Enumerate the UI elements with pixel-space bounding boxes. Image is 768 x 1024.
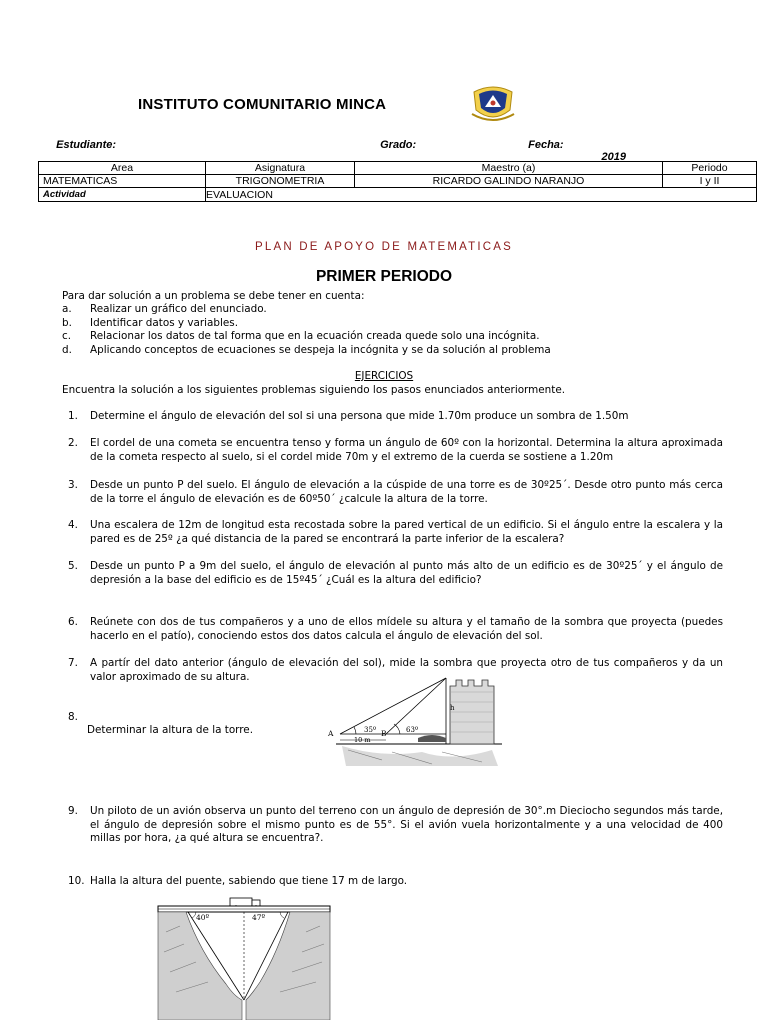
- exercise-item: [68, 410, 723, 424]
- exercise-text: Una escalera de 12m de longitud esta recostada sobre la pared vertical de un edificio. Si el ángulo entre la escalera y la pared es de 25º ¿a qué distancia de la pared se encontrará la parte inferior de la escalera?: [90, 519, 723, 545]
- date-label: Fecha:: [528, 139, 564, 151]
- exercise-number: 1.: [68, 410, 78, 422]
- exercise-text: Halla la altura del puente, sabiendo que tiene 17 m de largo.: [90, 875, 408, 887]
- angle-right-label: 47º: [252, 913, 266, 922]
- exercise-text: Determine el ángulo de elevación del sol si una persona que mide 1.70m produce un sombra de 1.50m: [90, 410, 629, 422]
- exercises-title: EJERCICIOS: [354, 370, 414, 382]
- step-item: [62, 317, 682, 331]
- step-text: Identificar datos y variables.: [90, 316, 238, 329]
- exercise-text: Reúnete con dos de tus compañeros y a uno de ellos mídele su altura y el tamaño de la sombra que proyecta (puedes hacerlo en el patío), conociendo estos dos datos calcula el ángulo de elevación del sol.: [90, 616, 723, 642]
- step-label: a.: [62, 303, 72, 315]
- angle-a-label: 35º: [364, 726, 377, 734]
- angle-left-label: 40º: [196, 913, 210, 922]
- period-title: PRIMER PERIODO: [315, 268, 453, 285]
- step-label: d.: [62, 343, 72, 356]
- activity-label-cell: [39, 188, 206, 202]
- step-text: Aplicando conceptos de ecuaciones se despeja la incógnita y se da solución al problema: [90, 343, 551, 356]
- bridge-figure: [156, 892, 332, 1020]
- exercise-text: Un piloto de un avión observa un punto del terreno con un ángulo de depresión de 30°.m Dieciocho segundos más tarde, el ángulo de depresión sobre el mismo punto es de 55°. Si el avión vuela horizontalmente y a una velocidad de 400 millas por hora, ¿a qué altura se encuentra?.: [90, 805, 723, 844]
- school-crest-logo: [470, 84, 516, 124]
- exercise-text: Desde un punto P a 9m del suelo, el ángulo de elevación al punto más alto de un edificio es de 30º25´ y el ángulo de depresión a la base del edificio es de 15º45´ ¿Cuál es la altura del edificio?: [90, 560, 723, 586]
- exercise-item: [68, 437, 723, 464]
- header-area: Area: [39, 162, 206, 175]
- exercise-number: 10.: [68, 875, 85, 887]
- student-blank: ____________________________________: [56, 151, 277, 163]
- info-table: [38, 161, 757, 202]
- cell-periodo: I y II: [663, 175, 757, 188]
- grade-label: Grado:: [380, 139, 417, 151]
- activity-row: [39, 188, 757, 202]
- cell-area: MATEMATICAS: [39, 175, 206, 188]
- exercise-number: 6.: [68, 616, 78, 628]
- exercise-number: 7.: [68, 657, 78, 669]
- steps-list: [62, 303, 682, 357]
- exercise-item: [68, 519, 723, 546]
- exercises-intro: Encuentra la solución a los siguientes problemas siguiendo los pasos enunciados anteriormente.: [62, 384, 566, 396]
- exercise-item: [68, 560, 723, 587]
- point-a-label: A: [328, 729, 334, 738]
- step-text: Realizar un gráfico del enunciado.: [90, 303, 267, 315]
- point-b-label: B: [381, 729, 387, 738]
- header-asignatura: Asignatura: [206, 162, 355, 175]
- distance-label: 10 m: [354, 736, 371, 744]
- date-year: 2019: [601, 151, 627, 163]
- exercise-number: 4.: [68, 519, 78, 531]
- exercise-item: [68, 875, 723, 889]
- header-periodo: Periodo: [663, 162, 757, 175]
- exercise-number: 5.: [68, 560, 78, 572]
- student-label: Estudiante:: [56, 139, 117, 151]
- info-table-header: [39, 162, 757, 175]
- exercise-item: [68, 479, 723, 506]
- plan-title: PLAN DE APOYO DE MATEMATICAS: [255, 241, 513, 253]
- exercise-number: 3.: [68, 479, 78, 491]
- step-text: Relacionar los datos de tal forma que en la ecuación creada quede solo una incógnita.: [90, 330, 540, 342]
- intro-text: Para dar solución a un problema se debe tener en cuenta:: [62, 290, 365, 302]
- exercise-text: Determinar la altura de la torre.: [87, 724, 254, 736]
- step-item: [62, 344, 682, 358]
- cell-asignatura: TRIGONOMETRIA: [206, 175, 355, 188]
- tower-height-label: h: [450, 704, 455, 712]
- exercise-item: [68, 616, 723, 643]
- exercise-number: 8.: [68, 711, 78, 723]
- student-field[interactable]: [50, 127, 276, 163]
- header-maestro: Maestro (a): [355, 162, 663, 175]
- exercise-text: Desde un punto P del suelo. El ángulo de elevación a la cúspide de una torre es de 30º25´. Desde otro punto más cerca de la torre el ángulo de elevación es de 60º50´ ¿calcule la altura de la torre.: [90, 479, 723, 505]
- angle-b-label: 63º: [406, 726, 419, 734]
- exercise-text: El cordel de una cometa se encuentra tenso y forma un ángulo de 60º con la horizontal. Determina la altura aproximada de la cometa respecto al suelo, si el cordel mide 70m y el extremo de la cuerda se sostiene a 1.20m: [90, 437, 723, 463]
- step-label: b.: [62, 316, 72, 329]
- step-label: c.: [62, 330, 72, 342]
- info-table-row: [39, 175, 757, 188]
- activity-label: Actividad: [43, 189, 86, 200]
- grade-field[interactable]: [374, 127, 416, 163]
- step-item: [62, 330, 682, 344]
- date-field[interactable]: [522, 127, 626, 163]
- tower-figure: [322, 672, 510, 768]
- exercise-number: 2.: [68, 437, 78, 449]
- step-item: [62, 303, 682, 317]
- grade-blank: _____: [380, 151, 411, 163]
- activity-value: EVALUACION: [206, 188, 757, 202]
- cell-maestro: RICARDO GALINDO NARANJO: [355, 175, 663, 188]
- exercise-item: [68, 805, 723, 846]
- exercise-number: 9.: [68, 805, 78, 817]
- school-name: INSTITUTO COMUNITARIO MINCA: [138, 96, 387, 113]
- exercise-text: A partír del dato anterior (ángulo de elevación del sol), mide la sombra que proyecta otro de tus compañeros y da un valor aproximado de su altura.: [90, 657, 723, 683]
- date-blank: ____________: [528, 151, 602, 163]
